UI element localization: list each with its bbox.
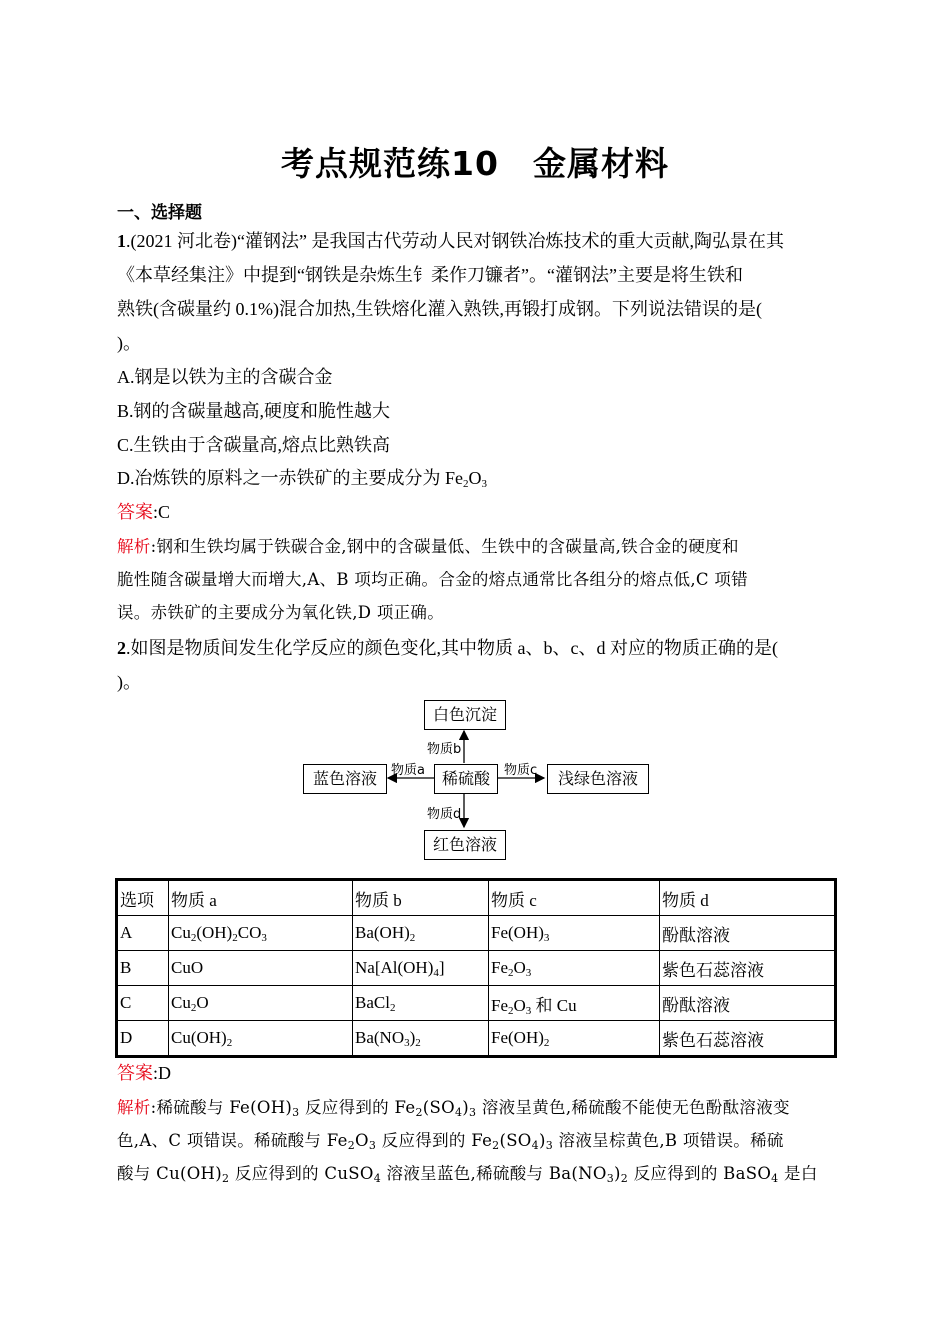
explanation-label: 解析 [117,1098,151,1117]
q2-number: 2 [117,638,126,658]
table-header-cell: 物质 d [660,880,836,916]
table-cell: $Na[Al(OH)_4]$ [353,951,489,986]
table-header-cell: 物质 b [353,880,489,916]
q1-explanation-line-1: 解析:钢和生铁均属于铁碳合金,钢中的含碳量低、生铁中的含碳量高,铁合金的硬度和 [117,537,739,556]
label-a: 物质a [391,763,425,778]
table-cell: $Fe(OH)_3$ [489,916,660,951]
explanation-label: 解析 [117,537,151,556]
q1-option-b: B.钢的含碳量越高,硬度和脆性越大 [117,401,391,421]
q2-explanation-line-2: 色,A、C 项错误。稀硫酸与 $Fe_2O_3$ 反应得到的 $Fe_2(SO_4)_3$ 溶液呈棕黄色,B 项错误。稀硫 [117,1131,784,1152]
label-c: 物质c [504,763,538,778]
q1-line-1: 1.(2021 河北卷)“灌钢法” 是我国古代劳动人民对钢铁冶炼技术的重大贡献,陶弘景在其 [117,231,784,251]
table-cell: $Cu_2O$ [169,986,353,1021]
table-cell: $Ba(OH)_2$ [353,916,489,951]
q1-line-3: 熟铁(含碳量约 0.1%)混合加热,生铁熔化灌入熟铁,再锻打成钢。下列说法错误的是( [117,299,762,319]
q1-answer: 答案:C [117,502,171,522]
q2-explanation-line-1: 解析:稀硫酸与 $Fe(OH)_3$ 反应得到的 $Fe_2(SO_4)_3$ 溶液呈黄色,稀硫酸不能使无色酚酞溶液变 [117,1098,790,1119]
table-cell: $Cu(OH)_2$ [169,1021,353,1057]
q1-number: 1 [117,231,126,251]
table-cell: CuO [169,951,353,986]
table-cell: 紫色石蕊溶液 [660,951,836,986]
table-row [117,986,836,1021]
label-b: 物质b [427,742,462,757]
box-bottom: 红色溶液 [424,830,506,860]
table-cell: 紫色石蕊溶液 [660,1021,836,1057]
table-cell: $Fe_2O_3$ 和 Cu [489,986,660,1021]
box-left: 蓝色溶液 [303,764,387,794]
q1-line-2: 《本草经集注》中提到“钢铁是杂炼生钅柔作刀镰者”。“灌钢法”主要是将生铁和 [117,265,743,285]
q1-line-4: )。 [117,333,141,353]
q1-option-a: A.钢是以铁为主的含碳合金 [117,367,333,387]
q2-explanation-line-3: 酸与 $Cu(OH)_2$ 反应得到的 CuSO$_4$ 溶液呈蓝色,稀硫酸与 $Ba(NO_3)_2$ 反应得到的 BaSO$_4$ 是白 [117,1164,818,1185]
table-header-cell: 物质 a [169,880,353,916]
table-cell: C [117,986,169,1021]
box-center: 稀硫酸 [434,764,498,794]
page-title: 考点规范练10 金属材料 [281,144,669,183]
table-cell: $Fe(OH)_2$ [489,1021,660,1057]
q2-line-1: 2.如图是物质间发生化学反应的颜色变化,其中物质 a、b、c、d 对应的物质正确的是( [117,638,778,658]
q1-option-d: D.冶炼铁的原料之一赤铁矿的主要成分为 $Fe_2O_3$ [117,468,487,490]
section-heading: 一、选择题 [117,203,202,223]
q1-option-c: C.生铁由于含碳量高,熔点比熟铁高 [117,435,391,455]
box-top: 白色沉淀 [424,700,506,730]
table-cell: 酚酞溶液 [660,986,836,1021]
table-cell: $Cu_2(OH)_2CO_3$ [169,916,353,951]
table-header-cell: 选项 [117,880,169,916]
table-row [117,951,836,986]
table-cell: D [117,1021,169,1057]
table-cell: B [117,951,169,986]
q2-line-2: )。 [117,672,141,692]
table-cell: $Ba(NO_3)_2$ [353,1021,489,1057]
table-cell: A [117,916,169,951]
answer-label: 答案 [117,1063,153,1083]
table-row [117,916,836,951]
q1-explanation-line-2: 脆性随含碳量增大而增大,A、B 项均正确。合金的熔点通常比各组分的熔点低,C 项错 [117,570,748,589]
table-cell: 酚酞溶液 [660,916,836,951]
label-d: 物质d [427,807,462,822]
table-cell: $Fe_2O_3$ [489,951,660,986]
table-header-cell: 物质 c [489,880,660,916]
answer-label: 答案 [117,502,153,522]
table-row [117,1021,836,1057]
q1-explanation-line-3: 误。赤铁矿的主要成分为氧化铁,D 项正确。 [117,603,445,622]
box-right: 浅绿色溶液 [547,764,649,794]
options-table [115,878,837,1058]
q2-answer: 答案:D [117,1063,171,1083]
table-cell: BaCl$_2$ [353,986,489,1021]
table-header-row [117,880,836,916]
